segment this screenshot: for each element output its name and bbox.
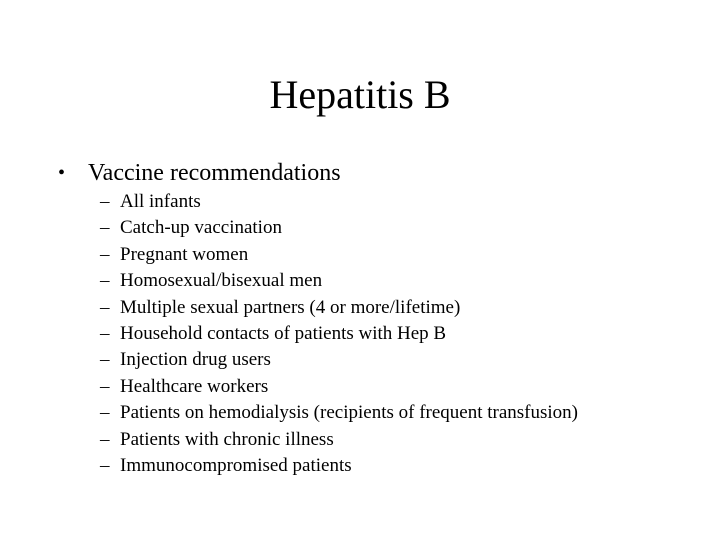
sub-bullet-item: [100, 268, 578, 294]
sub-bullet-item: [100, 347, 578, 373]
sub-bullet-item: [100, 453, 578, 479]
sub-bullet-text: Household contacts of patients with Hep B: [120, 322, 447, 344]
sub-bullet-text: Immunocompromised patients: [120, 454, 352, 476]
sub-bullet-text: Pregnant women: [120, 243, 249, 265]
sub-bullet-text: Patients on hemodialysis (recipients of frequent transfusion): [120, 402, 579, 424]
sub-bullet-item: [100, 374, 578, 400]
dash-marker: –: [100, 375, 110, 397]
sub-bullet-item: [100, 321, 578, 347]
sub-bullet-text: Multiple sexual partners (4 or more/lifetime): [120, 296, 461, 318]
bullet-marker: •: [58, 162, 66, 184]
sub-bullet-item: [100, 427, 578, 453]
sub-bullet-item: [100, 295, 578, 321]
dash-marker: –: [100, 402, 110, 424]
sub-bullet-item: [100, 400, 578, 426]
sub-bullet-text: All infants: [120, 191, 201, 212]
dash-marker: –: [100, 217, 110, 239]
sub-bullet-text: Homosexual/bisexual men: [120, 270, 323, 292]
dash-marker: –: [100, 428, 110, 450]
sub-bullet-text: Injection drug users: [120, 349, 271, 371]
dash-marker: –: [100, 454, 110, 476]
dash-marker: –: [100, 349, 110, 371]
slide-title: Hepatitis B: [269, 72, 451, 117]
sub-bullet-text: Catch-up vaccination: [120, 217, 282, 239]
bullet-vaccine-recommendations: [58, 158, 341, 188]
sub-bullet-text: Patients with chronic illness: [120, 428, 334, 450]
bullet-text: Vaccine recommendations: [88, 160, 341, 186]
sub-bullet-text: Healthcare workers: [120, 375, 269, 397]
dash-marker: –: [100, 243, 110, 265]
sub-bullet-list: [100, 189, 578, 479]
dash-marker: –: [100, 296, 110, 318]
sub-bullet-item: [100, 215, 578, 241]
sub-bullet-item: [100, 189, 578, 215]
dash-marker: –: [100, 322, 110, 344]
dash-marker: –: [100, 191, 110, 212]
dash-marker: –: [100, 270, 110, 292]
sub-bullet-item: [100, 242, 578, 268]
